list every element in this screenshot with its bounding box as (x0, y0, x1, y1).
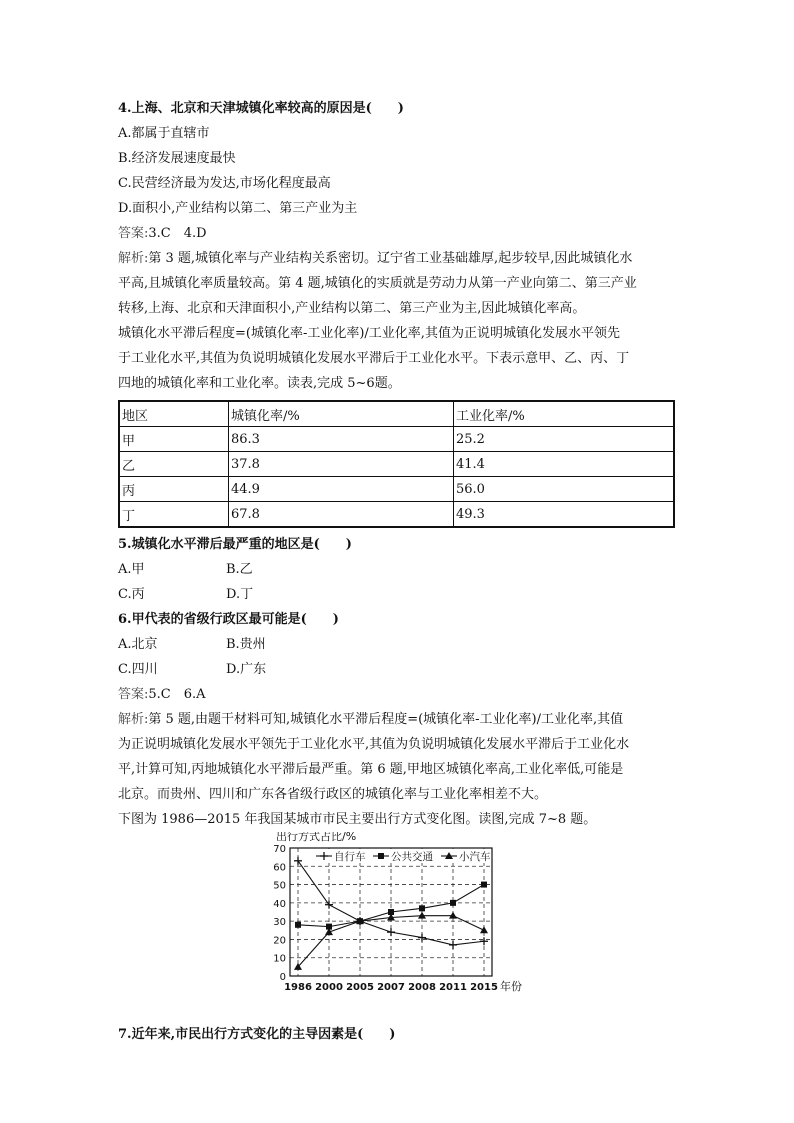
question-5-options-row (118, 557, 678, 582)
question-5-option-c: C.丙 (118, 587, 145, 602)
answer-label: 答案: (118, 226, 149, 241)
answer-text: 5.C 6.A (148, 687, 206, 702)
y-tick-label: 10 (273, 953, 286, 965)
question-6-option-a: A.北京 (118, 637, 158, 652)
y-tick-label: 60 (273, 862, 286, 874)
table-cell: 44.9 (229, 477, 454, 502)
intro-7-8: 下图为 1986—2015 年我国某城市市民主要出行方式变化图。读图,完成 7~8 题。 (118, 812, 597, 827)
legend-label: 公共交通 (391, 851, 433, 863)
y-tick-label: 20 (273, 935, 286, 947)
travel-mode-chart (118, 832, 678, 1022)
table-cell: 49.3 (454, 502, 675, 528)
table-cell: 37.8 (229, 452, 454, 477)
question-6-option-d: D.广东 (226, 662, 267, 677)
y-axis-title: 出行方式占比/% (276, 832, 357, 843)
analysis-line (118, 246, 678, 271)
legend-label: 自行车 (334, 851, 366, 863)
question-7-stem: 7.近年来,市民出行方式变化的主导因素是( ) (118, 1027, 396, 1042)
question-4-option-a: A.都属于直辖市 (118, 126, 210, 141)
answer-3-4 (118, 221, 678, 246)
answer-5-6 (118, 682, 678, 707)
question-4-option-b: B.经济发展速度最快 (118, 151, 236, 166)
table-cell: 丙 (119, 477, 229, 502)
analysis-line: 平高,且城镇化率质量较高。第 4 题,城镇化的实质就是劳动力从第一产业向第二、第三产业 (118, 276, 637, 291)
y-tick-label: 70 (273, 844, 286, 855)
table-cell: 86.3 (229, 427, 454, 452)
analysis-label: 解析: (118, 251, 149, 266)
analysis-text: 第 5 题,由题干材料可知,城镇化水平滞后程度=(城镇化率-工业化率)/工业化率,其值 (148, 712, 624, 727)
x-tick-label: 2000 (315, 982, 343, 993)
answer-label: 答案: (118, 687, 149, 702)
x-axis-title: 年份 (500, 980, 522, 993)
table-cell: 丁 (119, 502, 229, 528)
x-tick-label: 2005 (346, 982, 374, 993)
intro-5-6 (118, 321, 678, 396)
table-cell: 56.0 (454, 477, 675, 502)
legend-label: 小汽车 (459, 851, 491, 863)
table-header-row (119, 401, 674, 427)
y-tick-label: 40 (273, 898, 286, 910)
data-point-square (481, 882, 487, 888)
document-page (118, 96, 678, 1047)
question-5-option-b: B.乙 (226, 562, 253, 577)
table-cell: 25.2 (454, 427, 675, 452)
table-row (119, 427, 674, 452)
question-6-stem: 6.甲代表的省级行政区最可能是( ) (118, 612, 339, 627)
question-6-options-row (118, 657, 678, 682)
question-6-option-b: B.贵州 (226, 637, 266, 652)
table-header-cell: 工业化率/% (454, 401, 675, 427)
table-header-cell: 城镇化率/% (229, 401, 454, 427)
data-point-square (450, 900, 456, 906)
y-tick-label: 0 (279, 972, 286, 983)
analysis-5-6 (118, 707, 678, 807)
question-6-option-c: C.四川 (118, 662, 158, 677)
table-cell: 甲 (119, 427, 229, 452)
analysis-line: 平,计算可知,丙地城镇化水平滞后最严重。第 6 题,甲地区城镇化率高,工业化率低,可能是 (118, 762, 624, 777)
y-tick-label: 30 (273, 917, 286, 929)
question-5-stem: 5.城镇化水平滞后最严重的地区是( ) (118, 537, 352, 552)
table-cell: 41.4 (454, 452, 675, 477)
table-row (119, 477, 674, 502)
table-row (119, 502, 674, 528)
question-5-option-d: D.丁 (226, 587, 254, 602)
intro-line: 于工业化水平,其值为负说明城镇化发展水平滞后于工业化水平。下表示意甲、乙、丙、丁 (118, 351, 630, 366)
x-tick-label: 2007 (377, 982, 405, 993)
question-6-options-row (118, 632, 678, 657)
legend-marker (378, 853, 384, 859)
question-5-options-row (118, 582, 678, 607)
data-point-square (295, 922, 301, 928)
table-cell: 67.8 (229, 502, 454, 528)
analysis-label: 解析: (118, 712, 149, 727)
intro-line: 城镇化水平滞后程度=(城镇化率-工业化率)/工业化率,其值为正说明城镇化发展水平领先 (118, 326, 620, 341)
table-header-cell: 地区 (119, 401, 229, 427)
table-row (119, 452, 674, 477)
question-4-option-c: C.民营经济最为发达,市场化程度最高 (118, 176, 331, 191)
answer-text: 3.C 4.D (148, 226, 207, 241)
intro-line: 四地的城镇化率和工业化率。读表,完成 5~6题。 (118, 376, 401, 391)
analysis-line: 为正说明城镇化发展水平领先于工业化水平,其值为负说明城镇化发展水平滞后于工业化水 (118, 737, 630, 752)
question-5-option-a: A.甲 (118, 562, 145, 577)
x-tick-label: 2008 (408, 982, 436, 993)
data-point-triangle (480, 926, 488, 933)
x-tick-label: 1986 (284, 982, 312, 993)
line-chart (118, 832, 678, 1002)
question-4-stem: 4.上海、北京和天津城镇化率较高的原因是( ) (118, 101, 404, 116)
x-tick-label: 2015 (470, 982, 498, 993)
table-cell: 乙 (119, 452, 229, 477)
question-4-option-d: D.面积小,产业结构以第二、第三产业为主 (118, 201, 358, 216)
analysis-line (118, 707, 678, 732)
data-point-square (419, 905, 425, 911)
analysis-3-4 (118, 246, 678, 321)
x-tick-label: 2011 (439, 982, 467, 993)
analysis-line: 转移,上海、北京和天津面积小,产业结构以第二、第三产业为主,因此城镇化率高。 (118, 301, 586, 316)
analysis-line: 北京。而贵州、四川和广东各省级行政区的城镇化率与工业化率相差不大。 (118, 787, 548, 802)
y-tick-label: 50 (273, 880, 286, 892)
analysis-text: 第 3 题,城镇化率与产业结构关系密切。辽宁省工业基础雄厚,起步较早,因此城镇化水 (148, 251, 633, 266)
data-table (118, 400, 675, 528)
